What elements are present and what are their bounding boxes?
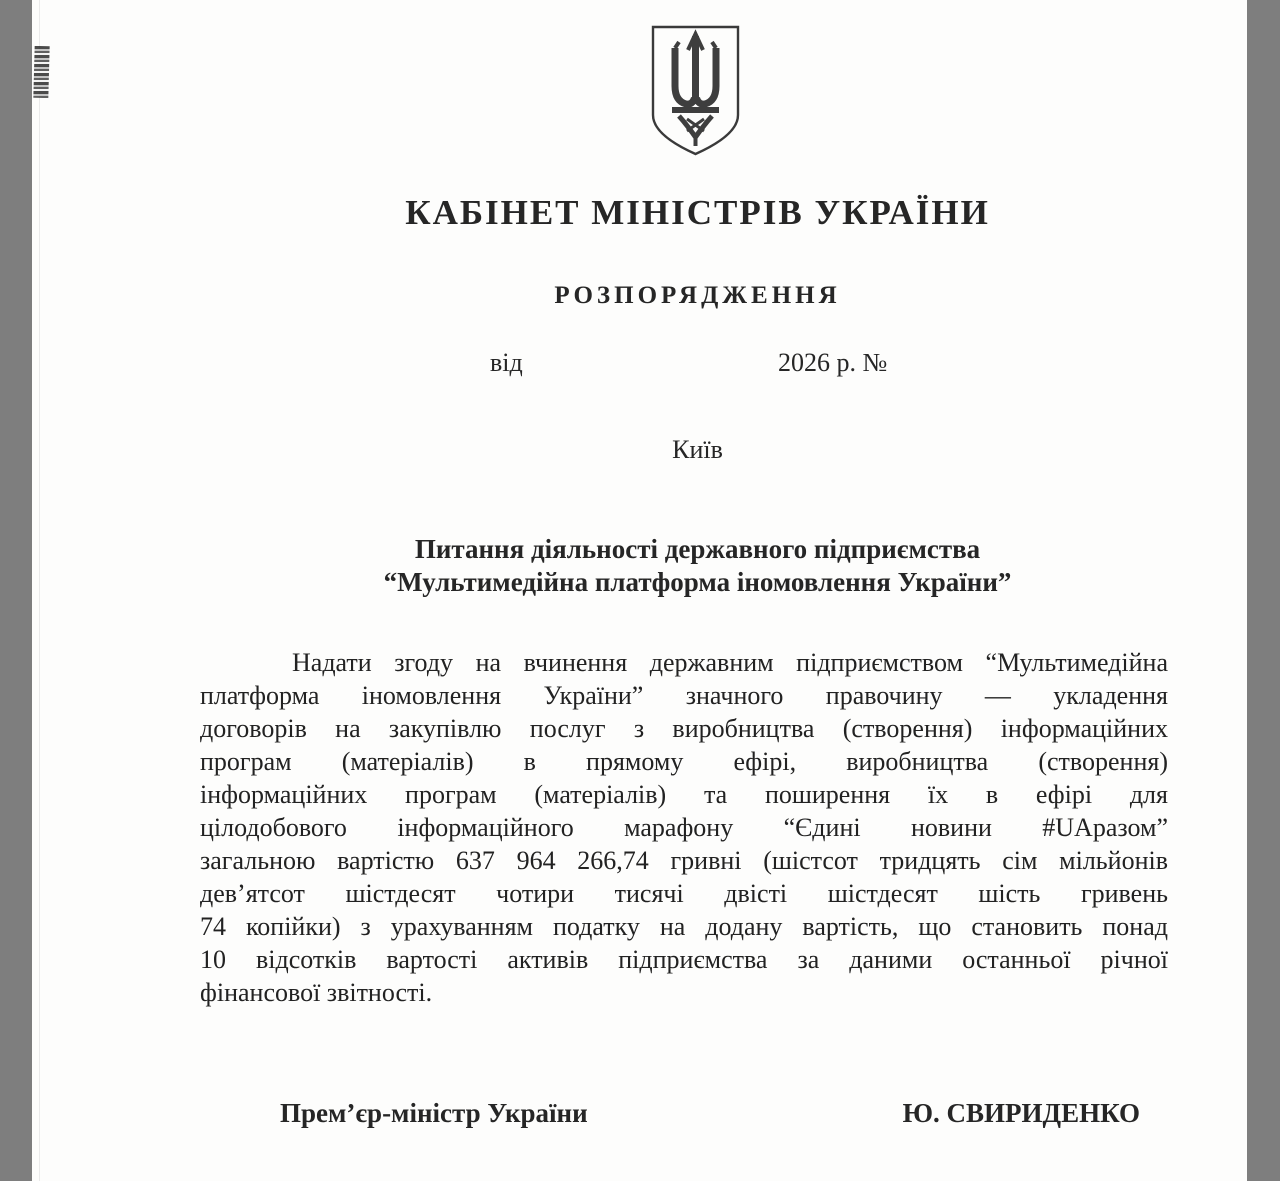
signature-name: Ю. СВИРИДЕНКО (902, 1098, 1140, 1128)
body-line: дев’ятсот шістдесят чотири тисячі двісті шістдесят шість гривень (200, 879, 1168, 908)
body-line: фінансової звітності. (200, 978, 433, 1007)
trident-glyph (672, 34, 719, 146)
signature-position-title: Прем’єр-міністр України (280, 1098, 588, 1128)
body-line: інформаційних програм (матеріалів) та поширення їх в ефірі для (200, 780, 1168, 809)
city-label: Київ (672, 435, 723, 464)
subject-line-1: Питання діяльності державного підприємства (414, 534, 981, 564)
document-paper (32, 0, 1247, 1181)
date-year-number-label: 2026 р. № (778, 348, 888, 377)
body-line: договорів на закупівлю послуг з виробництва (створення) інформаційних (200, 714, 1168, 743)
body-line: платформа іномовлення України” значного правочину — укладення (200, 681, 1168, 710)
body-line: Надати згоду на вчинення державним підприємством “Мультимедійна (292, 648, 1168, 677)
scan-artifact-stamp (33, 46, 49, 98)
body-line: 74 копійки) з урахуванням податку на додану вартість, що становить понад (200, 912, 1168, 941)
date-line (200, 348, 1168, 382)
body-line: цілодобового інформаційного марафону “Єдині новини #UAразом” (200, 813, 1168, 842)
document-type-title: РОЗПОРЯДЖЕННЯ (554, 282, 841, 309)
ukraine-trident-shield-icon (648, 24, 743, 158)
scan-edge-line (39, 0, 40, 1181)
subject-line-2: “Мультимедійна платформа іномовлення України” (383, 567, 1012, 597)
body-line: програм (матеріалів) в прямому ефірі, виробництва (створення) (200, 747, 1168, 776)
signature-block (200, 1098, 1168, 1138)
org-name-title: КАБІНЕТ МІНІСТРІВ УКРАЇНИ (405, 193, 990, 232)
body-paragraph (200, 646, 1168, 1009)
body-line: 10 відсотків вартості активів підприємства за даними останньої річної (200, 945, 1168, 974)
date-from-label: від (490, 348, 523, 377)
subject-heading (200, 533, 1195, 599)
body-line: загальною вартістю 637 964 266,74 гривні (шістсот тридцять сім мільйонів (200, 846, 1168, 875)
